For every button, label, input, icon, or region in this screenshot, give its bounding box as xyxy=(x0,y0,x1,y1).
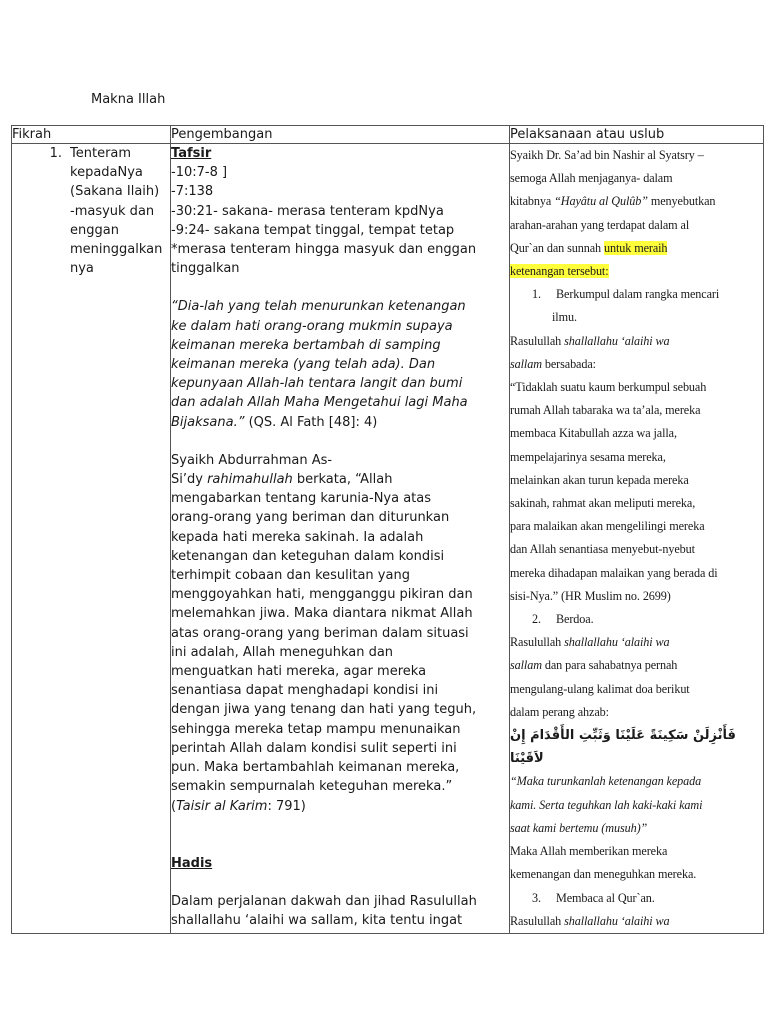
arabic-doa: فَأَنْزِلَنْ سَكِينَةً عَلَيْنَا وَثَبِّتِ الأَقْدَامَ إِنْ لاَقَيْنَا xyxy=(510,728,736,767)
tafsir-heading: Tafsir xyxy=(171,146,212,161)
fikrah-cell xyxy=(12,144,171,934)
hadith-quote: “Tidaklah suatu kaum berkumpul sebuah rumah Allah tabaraka wa ta’ala, mereka membaca Kitabullah azza wa jalla, mempelajarinya sesama mereka, melainkan akan turun kepada mereka sakinah, rahmat akan meliputi mereka, para malaikan akan mengelilingi mereka dan Allah senantiasa menyebut-nyebut mereka dihadapan malaikan yang berada di sisi-Nya.” (HR Muslim no. 2699) xyxy=(510,380,718,603)
text-line: -masyuk dan xyxy=(70,203,155,219)
text-line: enggan xyxy=(70,222,119,238)
ref-line: *merasa tenteram hingga masyuk dan enggan xyxy=(171,242,477,258)
highlight: untuk meraih xyxy=(603,240,668,255)
syaikh-paragraph: Syaikh Abdurrahman As- Si’dy rahimahullah berkata, “Allah mengabarkan tentang karunia-Nya atas orang-orang yang beriman dan diturunkan kepada hati mereka sakinah. Ia adalah ketenangan dan keteguhan dalam kondisi terhimpit cobaan dan kesulitan yang menggoyahkan hati, mengganggu pikiran dan melemahkan jiwa. Maka diantara nikmat Allah atas orang-orang yang beriman dalam situasi ini adalah, Allah meneguhkan dan menguatkan hati mereka, agar mereka senantiasa dapat menghadapi kondisi ini dengan jiwa yang tenang dan hati yang teguh, sehingga mereka tetap mampu menunaikan perintah Allah dalam kondisi sulit seperti ini pun. Maka bertambahlah keimanan mereka, semakin sempurnalah keteguhan mereka.” (Taisir al Karim: 791) xyxy=(171,452,477,814)
pelaksanaan-cell xyxy=(510,144,764,934)
text-line: kepadaNya xyxy=(70,165,143,181)
highlight: ketenangan tersebut: xyxy=(510,264,609,279)
translation: “Maka turunkanlah ketenangan kepada kami. Serta teguhkan lah kaki-kaki kami saat kami bertemu (musuh)” xyxy=(510,774,703,835)
rasul-line: Rasulullah shallallahu ‘alaihi wa xyxy=(510,913,670,928)
list-item-cont: ilmu. xyxy=(552,310,577,325)
rasul-line: Rasulullah shallallahu ‘alaihi wa sallam dan para sahabatnya pernah mengulang-ulang kalimat doa berikut dalam perang ahzab: xyxy=(510,635,690,719)
ref-line: -10:7-8 ] xyxy=(171,165,228,181)
list-item: 3. Membaca al Qur`an. xyxy=(532,890,655,905)
page-title: Makna Illah xyxy=(91,92,166,107)
ref-line: -7:138 xyxy=(171,184,214,200)
list-item: 2. Berdoa. xyxy=(532,612,594,627)
rasul-line: Rasulullah shallallahu ‘alaihi wa sallam bersabada: xyxy=(510,333,670,371)
ref-line: -9:24- sakana tempat tinggal, tempat tetap xyxy=(171,222,455,238)
table-row xyxy=(12,144,764,934)
text-line: Tenteram xyxy=(70,146,132,161)
text-line: meninggalkan xyxy=(70,242,163,258)
table-header-row xyxy=(12,126,764,144)
fikrah-item xyxy=(12,144,170,278)
text-line: nya xyxy=(70,261,94,277)
intro-paragraph: Syaikh Dr. Sa’ad bin Nashir al Syatsry – semoga Allah menjaganya- dalam kitabnya “Hayâtu al Qulûb” menyebutkan arahan-arahan yang terdapat dalam al Qur`an dan sunnah untuk meraih ketenangan tersebut: xyxy=(510,148,716,279)
ref-line: -30:21- sakana- merasa tenteram kpdNya xyxy=(171,203,444,219)
content-table xyxy=(11,125,764,934)
hadis-heading: Hadis xyxy=(171,855,213,871)
hadis-paragraph: Dalam perjalanan dakwah dan jihad Rasulullah shallallahu ‘alaihi wa sallam, kita tentu ingat xyxy=(171,893,477,929)
ref-line: tinggalkan xyxy=(171,261,240,277)
list-number: 1. xyxy=(49,146,62,161)
fikrah-text xyxy=(70,144,170,278)
text-line: (Sakana Ilaih) xyxy=(70,184,160,200)
after-paragraph: Maka Allah memberikan mereka kemenangan dan meneguhkan mereka. xyxy=(510,844,697,882)
quote-block: “Dia-lah yang telah menurunkan ketenangan ke dalam hati orang-orang mukmin supaya keimanan mereka bertambah di samping keimanan mereka (yang telah ada). Dan kepunyaan Allah-lah tentara langit dan bumi dan adalah Allah Maha Mengetahui lagi Maha Bijaksana.” (QS. Al Fath [48]: 4) xyxy=(171,299,468,430)
pengembangan-cell xyxy=(171,144,510,934)
list-item: 1. Berkumpul dalam rangka mencari xyxy=(532,287,720,302)
header-pengembangan: Pengembangan xyxy=(171,126,510,144)
header-fikrah: Fikrah xyxy=(12,126,171,144)
header-pelaksanaan: Pelaksanaan atau uslub xyxy=(510,126,764,144)
